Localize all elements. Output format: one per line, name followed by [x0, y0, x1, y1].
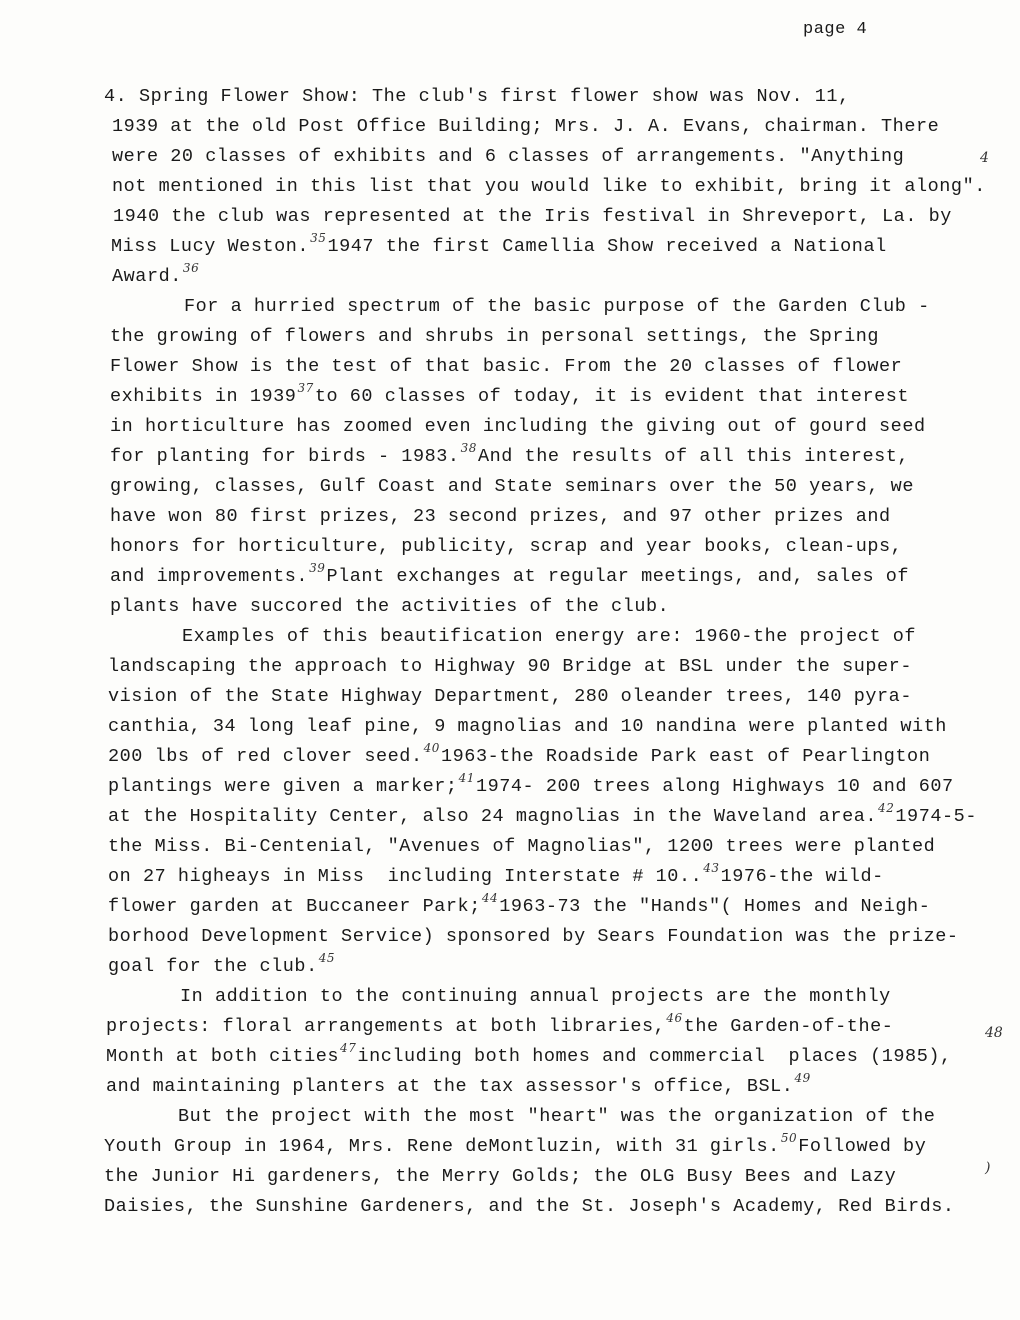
text-line — [108, 891, 931, 917]
text-line — [110, 381, 910, 407]
line-text-continued: 1974-5- — [895, 806, 977, 827]
footnote-marker: 46 — [666, 1011, 683, 1025]
footnote-marker: 39 — [309, 561, 326, 575]
line-text-continued: 1963-the Roadside Park east of Pearlington — [440, 746, 931, 767]
line-text: Youth Group in 1964, Mrs. Rene deMontluzin, with 31 girls. — [104, 1136, 780, 1157]
text-line — [108, 836, 935, 857]
text-line — [104, 1196, 955, 1217]
page-number: page 4 — [803, 20, 868, 39]
text-line — [108, 861, 884, 887]
margin-annotation: ) — [985, 1160, 991, 1176]
line-text: Month at both cities — [106, 1046, 340, 1067]
footnote-marker: 40 — [423, 741, 440, 755]
line-text: and improvements. — [110, 566, 309, 587]
text-line — [108, 801, 977, 827]
text-line — [110, 506, 891, 527]
line-text: 4. Spring Flower Show: The club's first flower show was Nov. 11, — [104, 86, 850, 107]
footnote-marker: 43 — [703, 861, 720, 875]
line-text: at the Hospitality Center, also 24 magnolias in the Waveland area. — [108, 806, 878, 827]
line-text: canthia, 34 long leaf pine, 9 magnolias and 10 nandina were planted with — [108, 716, 947, 737]
text-line — [110, 561, 910, 587]
text-line — [108, 741, 931, 767]
text-line — [110, 416, 926, 437]
text-line — [112, 261, 200, 287]
line-text: Examples of this beautification energy are: 1960-the project of — [182, 626, 917, 647]
line-text-continued: 1963-73 the "Hands"( Homes and Neigh- — [499, 896, 931, 917]
line-text: But the project with the most "heart" was the organization of the — [178, 1106, 936, 1127]
text-line — [108, 771, 954, 797]
text-line — [104, 1131, 927, 1157]
text-line — [108, 656, 912, 677]
line-text-continued: Plant exchanges at regular meetings, and, sales of — [326, 566, 910, 587]
text-line — [110, 441, 910, 467]
line-text: Flower Show is the test of that basic. From the 20 classes of flower — [110, 356, 903, 377]
line-text: borhood Development Service) sponsored by Sears Foundation was the prize- — [108, 926, 959, 947]
line-text: flower garden at Buccaneer Park; — [108, 896, 481, 917]
line-text: 1939 at the old Post Office Building; Mrs. J. A. Evans, chairman. There — [112, 116, 940, 137]
line-text-continued: 1974- 200 trees along Highways 10 and 607 — [475, 776, 954, 797]
line-text: Miss Lucy Weston. — [111, 236, 310, 257]
line-text: the Miss. Bi-Centenial, "Avenues of Magnolias", 1200 trees were planted — [108, 836, 936, 857]
line-text-continued: Followed by — [798, 1136, 927, 1157]
line-text: In addition to the continuing annual projects are the monthly — [180, 986, 891, 1007]
line-text: vision of the State Highway Department, 280 oleander trees, 140 pyra- — [108, 686, 912, 707]
footnote-marker: 35 — [310, 231, 327, 245]
text-line — [113, 206, 952, 227]
line-text-continued: 1947 the first Camellia Show received a National — [327, 236, 887, 257]
text-line — [111, 231, 887, 257]
line-text: have won 80 first prizes, 23 second prizes, and 97 other prizes and — [110, 506, 891, 527]
line-text: honors for horticulture, publicity, scrap and year books, clean-ups, — [110, 536, 903, 557]
text-line — [112, 146, 904, 167]
text-line — [104, 86, 850, 107]
line-text: not mentioned in this list that you would like to exhibit, bring it along". — [112, 176, 986, 197]
line-text: in horticulture has zoomed even including the giving out of gourd seed — [110, 416, 926, 437]
line-text: Award. — [112, 266, 182, 287]
footnote-marker: 49 — [794, 1071, 811, 1085]
text-line — [108, 926, 959, 947]
line-text: projects: floral arrangements at both libraries, — [106, 1016, 666, 1037]
line-text-continued: And the results of all this interest, — [477, 446, 910, 467]
text-line — [112, 116, 939, 137]
footnote-marker: 42 — [878, 801, 895, 815]
line-text: and maintaining planters at the tax assessor's office, BSL. — [106, 1076, 794, 1097]
text-line — [184, 296, 930, 317]
footnote-marker: 38 — [460, 441, 477, 455]
footnote-marker: 47 — [340, 1041, 357, 1055]
text-line — [108, 716, 947, 737]
text-line — [110, 326, 879, 347]
text-line — [178, 1106, 935, 1127]
text-line — [110, 476, 914, 497]
line-text: goal for the club. — [108, 956, 318, 977]
line-text: Daisies, the Sunshine Gardeners, and the St. Joseph's Academy, Red Birds. — [104, 1196, 955, 1217]
line-text-continued: the Garden-of-the- — [683, 1016, 894, 1037]
line-text: plantings were given a marker; — [108, 776, 458, 797]
line-text-continued: including both homes and commercial places (1985), — [357, 1046, 952, 1067]
line-text: landscaping the approach to Highway 90 Bridge at BSL under the super- — [108, 656, 912, 677]
text-line — [108, 951, 336, 977]
line-text: the Junior Hi gardeners, the Merry Golds; the OLG Busy Bees and Lazy — [104, 1166, 897, 1187]
line-text: the growing of flowers and shrubs in personal settings, the Spring — [110, 326, 880, 347]
footnote-marker: 41 — [458, 771, 475, 785]
line-text: for planting for birds - 1983. — [110, 446, 460, 467]
footnote-marker: 37 — [297, 381, 314, 395]
text-line — [106, 1071, 812, 1097]
line-text: on 27 higheays in Miss including Interstate # 10.. — [108, 866, 703, 887]
footnote-marker: 50 — [780, 1131, 798, 1145]
text-line — [106, 1041, 952, 1067]
footnote-marker: 36 — [182, 261, 200, 275]
line-text: were 20 classes of exhibits and 6 classes of arrangements. "Anything — [112, 146, 905, 167]
line-text: plants have succored the activities of the club. — [110, 596, 670, 617]
margin-annotation: 4 — [980, 150, 989, 166]
line-text: 1940 the club was represented at the Iris festival in Shreveport, La. by — [113, 206, 952, 227]
text-line — [104, 1166, 896, 1187]
text-line — [112, 176, 986, 197]
text-line — [106, 1011, 894, 1037]
line-text-continued: to 60 classes of today, it is evident that interest — [314, 386, 910, 407]
line-text-continued: 1976-the wild- — [720, 866, 884, 887]
text-line — [108, 686, 912, 707]
text-line — [110, 596, 669, 617]
line-text: exhibits in 1939 — [110, 386, 297, 407]
text-line — [180, 986, 891, 1007]
text-line — [110, 356, 902, 377]
text-line — [110, 536, 902, 557]
footnote-marker: 44 — [481, 891, 499, 905]
footnote-marker: 48 — [985, 1025, 1003, 1041]
line-text: For a hurried spectrum of the basic purpose of the Garden Club - — [184, 296, 930, 317]
line-text: 200 lbs of red clover seed. — [108, 746, 423, 767]
footnote-marker: 45 — [318, 951, 336, 965]
line-text: growing, classes, Gulf Coast and State seminars over the 50 years, we — [110, 476, 914, 497]
text-line — [182, 626, 916, 647]
